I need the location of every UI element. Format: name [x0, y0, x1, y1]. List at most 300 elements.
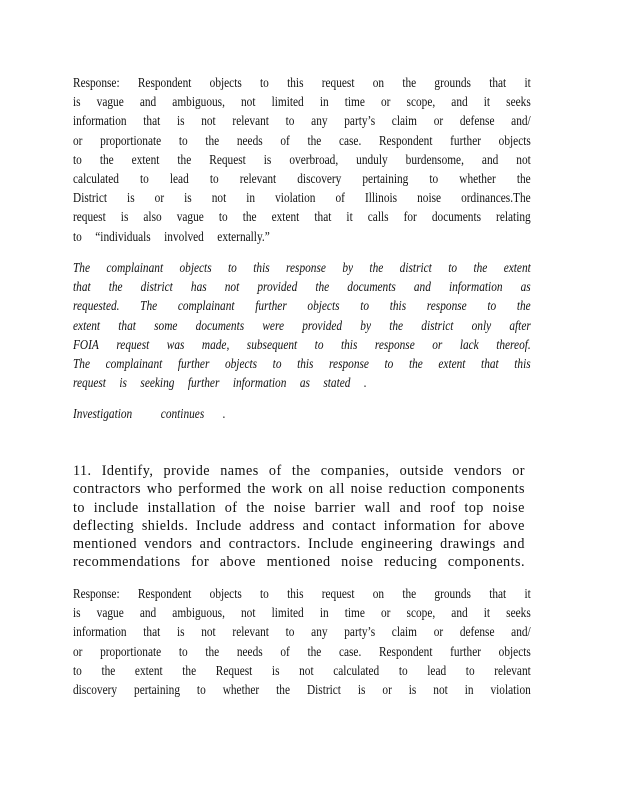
word: further	[187, 375, 220, 391]
word: to	[314, 336, 324, 352]
word: to	[487, 298, 497, 314]
word: District	[73, 190, 108, 206]
investigation-line	[73, 404, 531, 423]
word: all	[329, 481, 345, 498]
word: the	[473, 260, 488, 275]
text-line	[73, 207, 531, 226]
word: Respondent	[378, 132, 433, 148]
word: this	[287, 75, 304, 90]
word: extent	[131, 151, 160, 167]
word: documents	[195, 317, 245, 333]
word: provided	[302, 317, 343, 333]
word: information	[383, 517, 456, 534]
word: of	[268, 463, 282, 479]
word: response	[286, 260, 326, 275]
word: and/	[511, 624, 531, 640]
word: wall	[364, 499, 391, 516]
word: and	[451, 94, 468, 110]
word: Response:	[73, 75, 120, 90]
word: any	[311, 624, 328, 640]
word: were	[262, 317, 284, 333]
word: to	[73, 228, 82, 244]
investigation-note	[73, 404, 531, 423]
word: to	[285, 624, 295, 640]
word: of	[335, 190, 345, 206]
word: it	[483, 94, 491, 110]
word: any	[311, 113, 328, 129]
word: by	[360, 317, 372, 333]
word: information	[73, 624, 127, 640]
word: is	[120, 209, 129, 225]
word: that	[143, 113, 161, 129]
word: this	[389, 298, 407, 314]
interrogatory-11-paragraph	[73, 462, 525, 572]
word: limited	[271, 94, 304, 110]
text-line	[73, 584, 531, 603]
word: the	[307, 132, 322, 148]
word: of	[280, 643, 290, 659]
word: is	[73, 605, 81, 621]
word: is	[408, 681, 417, 697]
word: for	[463, 517, 482, 534]
word: is	[357, 681, 366, 697]
word: address	[249, 517, 295, 534]
word: ordinances.The	[461, 190, 531, 206]
word: thereof.	[496, 336, 531, 352]
text-line	[73, 499, 525, 517]
word: response	[426, 298, 467, 314]
word: pertaining	[362, 170, 409, 186]
word: components	[451, 481, 525, 498]
word: subsequent	[246, 336, 298, 352]
word: that	[489, 75, 507, 90]
word: is	[176, 113, 185, 129]
word: the	[242, 209, 257, 225]
word: to	[398, 662, 408, 678]
word: objects	[498, 132, 531, 148]
word: reduction	[388, 481, 447, 498]
word: installation	[147, 499, 216, 516]
word: and	[399, 499, 422, 516]
word: further	[450, 643, 482, 659]
word: the	[389, 317, 404, 333]
text-line	[73, 354, 531, 373]
word: request	[321, 586, 355, 601]
word: objects	[209, 586, 242, 601]
word: Include	[307, 536, 354, 553]
word: “individuals	[95, 228, 151, 244]
word: vague	[96, 605, 124, 621]
word: externally.”	[217, 228, 270, 244]
word: the	[402, 75, 417, 90]
continues-word: continues	[160, 406, 205, 421]
word: that	[143, 624, 161, 640]
word: not	[224, 279, 240, 295]
word: is	[271, 662, 280, 678]
word: or	[73, 132, 83, 148]
word: to	[228, 260, 237, 275]
word: seeks	[506, 94, 531, 110]
word: vendors	[453, 463, 502, 479]
word: Respondent	[378, 643, 433, 659]
word: of	[280, 132, 290, 148]
word: the	[246, 499, 265, 516]
word: claim	[391, 113, 418, 129]
word: grounds	[434, 586, 471, 601]
word: response	[329, 355, 369, 371]
word: and	[199, 536, 222, 553]
word: or	[380, 605, 391, 621]
word: seeks	[506, 605, 531, 621]
word: extent	[73, 317, 101, 333]
text-line	[73, 480, 525, 498]
word: seeking	[140, 375, 175, 391]
word: extent	[438, 355, 466, 371]
word: .	[363, 375, 367, 391]
word: complainant	[106, 260, 164, 275]
word: vendors	[144, 536, 193, 553]
word: to	[260, 75, 269, 90]
word: the	[205, 643, 220, 659]
word: top	[464, 499, 484, 516]
word: violation	[275, 190, 316, 206]
word: to	[448, 260, 458, 275]
word: stated	[323, 375, 351, 391]
text-line	[73, 661, 531, 680]
word: outside	[399, 463, 444, 479]
word: roof	[430, 499, 456, 516]
word: to	[272, 355, 282, 371]
text-line	[73, 603, 531, 622]
word: contractors	[73, 481, 141, 498]
word: to	[360, 298, 370, 314]
word: needs	[236, 132, 263, 148]
word: case.	[338, 643, 362, 659]
word: lack	[459, 336, 479, 352]
word: violation	[490, 681, 531, 697]
word: extent	[503, 260, 531, 275]
word: has	[190, 279, 207, 295]
word: calculated	[333, 662, 380, 678]
word: that	[73, 279, 91, 295]
word: and	[302, 517, 325, 534]
word: objects	[224, 355, 258, 371]
word: the	[101, 662, 116, 678]
word: by	[342, 260, 354, 275]
word: to	[140, 170, 149, 186]
word: to	[218, 209, 228, 225]
word: time	[344, 605, 365, 621]
response-paragraph-1	[73, 73, 531, 246]
word: vague	[96, 94, 124, 110]
response-paragraph-2	[73, 584, 531, 699]
word: that	[314, 209, 332, 225]
word: request	[73, 209, 106, 225]
word: calls	[367, 209, 389, 225]
word: lead	[169, 170, 189, 186]
word: noise	[341, 554, 374, 571]
word: defense	[459, 624, 495, 640]
word: proportionate	[100, 132, 162, 148]
word: companies,	[320, 463, 390, 479]
word: time	[344, 94, 365, 110]
word: The	[73, 355, 91, 371]
word: not	[241, 605, 256, 621]
word: FOIA	[73, 336, 99, 352]
word: to	[178, 132, 188, 148]
word: information	[448, 279, 503, 295]
text-line	[73, 131, 531, 150]
word: 11.	[73, 463, 92, 479]
word: or	[382, 681, 392, 697]
word: District	[306, 681, 341, 697]
word: extent	[134, 662, 163, 678]
word: ambiguous,	[172, 94, 225, 110]
text-line	[73, 373, 531, 392]
word: requested.	[73, 298, 120, 314]
word: further	[450, 132, 482, 148]
word: burdensome,	[405, 151, 464, 167]
word: not	[516, 151, 531, 167]
word: and	[139, 605, 157, 621]
word: relevant	[494, 662, 531, 678]
word: this	[287, 586, 304, 601]
word: to	[178, 643, 188, 659]
word: is	[176, 624, 185, 640]
word: only	[471, 317, 492, 333]
word: or	[154, 190, 165, 206]
word: not	[299, 662, 314, 678]
word: or	[433, 624, 444, 640]
text-line	[73, 169, 531, 188]
word: made,	[201, 336, 230, 352]
word: limited	[271, 605, 304, 621]
word: pertaining	[134, 681, 180, 697]
word: scope,	[406, 94, 436, 110]
text-line	[73, 553, 525, 571]
word: is	[119, 375, 127, 391]
word: party’s	[344, 624, 376, 640]
word: provide	[163, 463, 211, 479]
word: whether	[222, 681, 260, 697]
text-line	[73, 92, 531, 111]
word: the	[402, 586, 417, 601]
word: the	[205, 132, 220, 148]
word: it	[346, 209, 353, 225]
word: the	[369, 260, 384, 275]
word: or	[433, 113, 444, 129]
word: information	[232, 375, 287, 391]
word: Illinois	[364, 190, 398, 206]
word: Response:	[73, 586, 120, 601]
text-line	[73, 150, 531, 169]
word: information	[73, 113, 127, 129]
word: the	[108, 279, 123, 295]
word: or	[512, 463, 525, 479]
word: deflecting	[73, 517, 135, 534]
word: in	[319, 94, 329, 110]
text-line	[73, 296, 531, 315]
word: the	[516, 170, 531, 186]
word: to	[73, 151, 82, 167]
word: above	[219, 554, 256, 571]
word: relevant	[232, 113, 269, 129]
word: the	[408, 355, 423, 371]
word: for	[403, 209, 417, 225]
word: objects	[307, 298, 340, 314]
word: and	[139, 94, 157, 110]
word: in	[464, 681, 474, 697]
word: the	[291, 463, 311, 479]
word: request	[116, 336, 150, 352]
word: relevant	[239, 170, 277, 186]
complainant-objection-paragraph	[73, 258, 531, 392]
word: Identify,	[101, 463, 154, 479]
word: this	[253, 260, 270, 275]
word: the	[307, 643, 322, 659]
text-line	[73, 680, 531, 699]
word: and	[481, 151, 499, 167]
word: documents	[431, 209, 482, 225]
word: for	[191, 554, 210, 571]
word: district	[399, 260, 432, 275]
word: to	[73, 499, 85, 516]
word: complainant	[105, 355, 163, 371]
word: to	[285, 113, 295, 129]
word: drawings	[440, 536, 496, 553]
word: or	[432, 336, 443, 352]
word: this	[340, 336, 358, 352]
word: Respondent	[137, 586, 192, 601]
word: lead	[427, 662, 447, 678]
word: to	[73, 662, 82, 678]
word: and/	[511, 113, 531, 129]
word: to	[260, 586, 269, 601]
word: this	[514, 355, 531, 371]
word: relevant	[232, 624, 269, 640]
word: vague	[176, 209, 204, 225]
word: that	[481, 355, 499, 371]
word: Include	[195, 517, 242, 534]
word: noise	[492, 499, 525, 516]
word: not	[433, 681, 448, 697]
word: calculated	[73, 170, 119, 186]
word: unduly	[356, 151, 388, 167]
word: overbroad,	[289, 151, 339, 167]
word: claim	[391, 624, 418, 640]
word: components.	[447, 554, 525, 571]
word: relating	[496, 209, 531, 225]
word: discovery	[73, 681, 118, 697]
text-line	[73, 517, 525, 535]
word: The	[73, 260, 91, 275]
word: response	[374, 336, 415, 352]
word: names	[220, 463, 259, 479]
period-mark: .	[222, 406, 226, 421]
word: was	[166, 336, 185, 352]
word: some	[154, 317, 178, 333]
word: to	[429, 170, 439, 186]
word: that	[118, 317, 136, 333]
word: case.	[338, 132, 362, 148]
word: Request	[209, 151, 246, 167]
word: proportionate	[100, 643, 162, 659]
word: not	[201, 624, 216, 640]
word: engineering	[360, 536, 433, 553]
text-line	[73, 622, 531, 641]
text-line	[73, 111, 531, 130]
word: grounds	[434, 75, 471, 90]
word: complainant	[177, 298, 235, 314]
text-line	[73, 462, 525, 480]
word: of	[224, 499, 238, 516]
word: is	[184, 190, 192, 206]
word: scope,	[406, 605, 436, 621]
word: district	[140, 279, 173, 295]
word: that	[489, 586, 507, 601]
word: on	[308, 481, 324, 498]
word: or	[380, 94, 391, 110]
word: objects	[209, 75, 242, 90]
word: the	[315, 279, 330, 295]
text-line	[73, 316, 531, 335]
text-line	[73, 258, 531, 277]
word: to	[196, 681, 206, 697]
word: involved	[164, 228, 204, 244]
word: and	[503, 536, 525, 553]
word: whether	[459, 170, 496, 186]
word: the	[276, 681, 291, 697]
word: to	[209, 170, 219, 186]
text-line	[73, 188, 531, 207]
word: it	[524, 75, 531, 90]
word: also	[143, 209, 162, 225]
text-line	[73, 73, 531, 92]
word: objects	[498, 643, 531, 659]
word: is	[127, 190, 135, 206]
word: needs	[236, 643, 263, 659]
word: the	[182, 662, 197, 678]
word: or	[73, 643, 83, 659]
word: reducing	[384, 554, 438, 571]
word: district	[421, 317, 454, 333]
word: above	[488, 517, 525, 534]
word: not	[211, 190, 227, 206]
word: further	[255, 298, 287, 314]
word: ambiguous,	[172, 605, 225, 621]
word: to	[384, 355, 394, 371]
word: contractors.	[228, 536, 301, 553]
word: it	[483, 605, 491, 621]
word: provided	[257, 279, 298, 295]
word: objects	[179, 260, 212, 275]
word: on	[372, 586, 385, 601]
text-line	[73, 227, 531, 246]
word: shields.	[141, 517, 189, 534]
word: not	[241, 94, 256, 110]
word: noise	[350, 481, 383, 498]
word: the	[99, 151, 114, 167]
text-line	[73, 642, 531, 661]
word: after	[509, 317, 531, 333]
word: party’s	[344, 113, 376, 129]
word: on	[372, 75, 385, 90]
word: contact	[332, 517, 377, 534]
word: not	[201, 113, 216, 129]
word: is	[263, 151, 272, 167]
investigation-word: Investigation	[73, 406, 133, 421]
word: it	[524, 586, 531, 601]
